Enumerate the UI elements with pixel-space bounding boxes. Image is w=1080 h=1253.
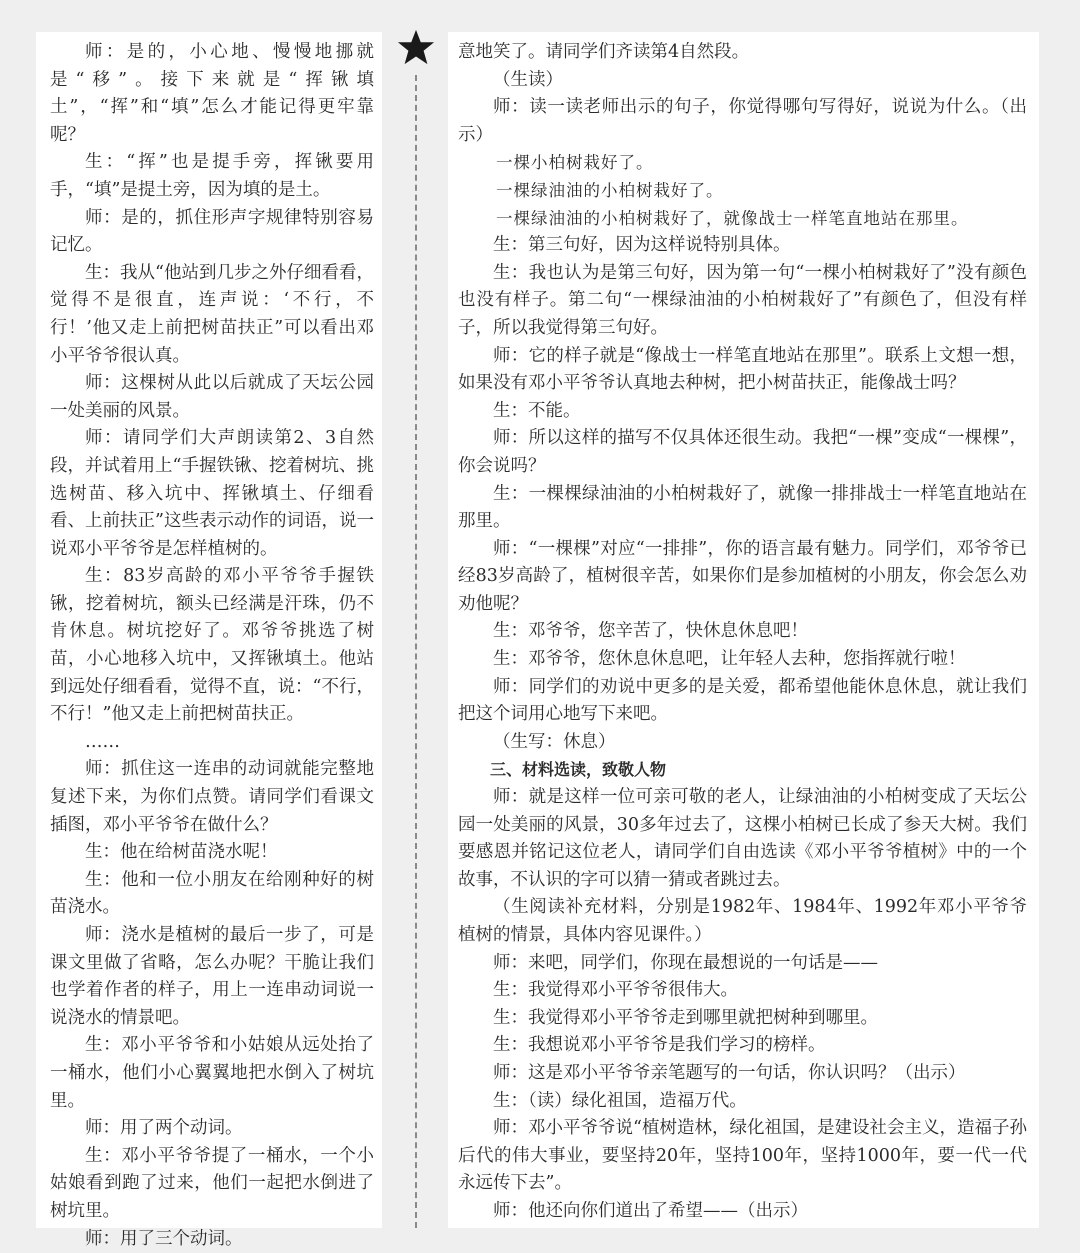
paragraph: 师：来吧，同学们，你现在最想说的一句话是——: [493, 952, 878, 973]
paragraph: 师：用了三个动词。: [85, 1228, 243, 1249]
paragraph: 师：这是邓小平爷爷亲笔题写的一句话，你认识吗？（出示）: [493, 1062, 966, 1083]
paragraph: 师：读一读老师出示的句子，你觉得哪句写得好，说说为什么。（出示）: [458, 97, 1027, 145]
paragraph: （生写：休息）: [493, 731, 616, 752]
paragraph: 师：请同学们大声朗读第2、3自然段，并试着用上“手握铁锹、挖着树坑、挑选树苗、移入坑中、挥锹填土、仔细看看、上前扶正”这些表示动作的词语，说一说邓小平爷爷是怎样植树的。: [50, 428, 374, 559]
example-sentence: 一棵绿油油的小柏树栽好了，就像战士一样笔直地站在那里。: [495, 208, 969, 228]
paragraph: 生：邓爷爷，您休息休息吧，让年轻人去种，您指挥就行啦！: [493, 649, 966, 670]
paragraph: 生：他在给树苗浇水呢！: [85, 842, 278, 863]
paragraph: 生：我觉得邓小平爷爷很伟大。: [493, 980, 738, 1001]
paragraph: 师：他还向你们道出了希望——（出示）: [493, 1200, 808, 1221]
paragraph: 师：抓住这一连串的动词就能完整地复述下来，为你们点赞。请同学们看课文插图，邓小平爷爷在做什么？: [50, 759, 374, 835]
paragraph: 生：一棵棵绿油油的小柏树栽好了，就像一排排战士一样笔直地站在那里。: [458, 483, 1027, 532]
paragraph: 生：邓小平爷爷提了一桶水，一个小姑娘看到跑了过来，他们一起把水倒进了树坑里。: [50, 1145, 374, 1221]
paragraph: 师：它的样子就是“像战士一样笔直地站在那里”。联系上文想一想，如果没有邓小平爷爷认真地去种树，把小树苗扶正，能像战士吗？: [458, 345, 1027, 394]
paragraph: 生：第三句好，因为这样说特别具体。: [493, 235, 791, 256]
example-sentence: 一棵小柏树栽好了。: [495, 153, 654, 173]
paragraph: 生：不能。: [493, 400, 581, 421]
paragraph: 生：83岁高龄的邓小平爷爷手握铁锹，挖着树坑，额头已经满是汗珠，仍不肯休息。树坑挖好了。邓爷爷挑选了树苗，小心地移入坑中，又挥锹填土。他站到远处仔细看看，觉得不直，说：“不行，不行！”他又走上前把树苗扶正。: [50, 566, 374, 725]
paragraph: 师：“一棵棵”对应“一排排”，你的语言最有魅力。同学们，邓爷爷已经83岁高龄了，植树很辛苦，如果你们是参加植树的小朋友，你会怎么劝劝他呢？: [458, 538, 1027, 614]
ellipsis: ……: [85, 731, 120, 752]
paragraph: 师：用了两个动词。: [85, 1118, 243, 1139]
paragraph: 生：“挥”也是提手旁，挥锹要用手，“填”是提土旁，因为填的是土。: [50, 152, 374, 200]
paragraph: 生：我也认为是第三句好，因为第一句“一棵小柏树栽好了”没有颜色也没有样子。第二句“一棵绿油油的小柏树栽好了”有颜色了，但没有样子，所以我觉得第三句好。: [458, 262, 1027, 338]
paragraph: 生：他和一位小朋友在给刚种好的树苗浇水。: [50, 869, 374, 918]
paragraph: 师：邓小平爷爷说“植树造林，绿化祖国，是建设社会主义，造福子孙后代的伟大事业，要坚持20年，坚持100年，坚持1000年，要一代一代永远传下去”。: [458, 1118, 1027, 1194]
example-sentence: 一棵绿油油的小柏树栽好了。: [495, 180, 724, 200]
paragraph: 生：我觉得邓小平爷爷走到哪里就把树种到哪里。: [493, 1007, 878, 1028]
right-column: [448, 32, 1039, 1228]
paragraph: 生：邓爷爷，您辛苦了，快休息休息吧！: [493, 621, 808, 642]
paragraph: 生：（读）绿化祖国，造福万代。: [493, 1090, 747, 1111]
paragraph: （生读）: [493, 69, 563, 90]
paragraph: 意地笑了。请同学们齐读第4自然段。: [458, 42, 750, 62]
paragraph: 师：浇水是植树的最后一步了，可是课文里做了省略，怎么办呢？干脆让我们也学着作者的样子，用上一连串动词说一说浇水的情景吧。: [50, 925, 374, 1028]
paragraph: 师：就是这样一位可亲可敬的老人，让绿油油的小柏树变成了天坛公园一处美丽的风景，30多年过去了，这棵小柏树已长成了参天大树。我们要感恩并铭记这位老人，请同学们自由选读《邓小平爷爷植树》中的一个故事，不认识的字可以猜一猜或者跳过去。: [458, 787, 1027, 890]
paragraph: 生：邓小平爷爷和小姑娘从远处抬了一桶水，他们小心翼翼地把水倒入了树坑里。: [50, 1035, 374, 1111]
paragraph: （生阅读补充材料，分别是1982年、1984年、1992年邓小平爷爷植树的情景，具体内容见课件。）: [458, 897, 1027, 945]
left-column: [36, 32, 382, 1249]
column-divider: [415, 75, 417, 1228]
section-heading: 三、材料选读，致敬人物: [490, 760, 667, 780]
paragraph: 师：所以这样的描写不仅具体还很生动。我把“一棵”变成“一棵棵”，你会说吗？: [458, 428, 1027, 476]
paragraph: 师：同学们的劝说中更多的是关爱，都希望他能休息休息，就让我们把这个词用心地写下来吧。: [458, 676, 1027, 725]
paragraph: 师：这棵树从此以后就成了天坛公园一处美丽的风景。: [50, 373, 374, 421]
star-icon: [397, 28, 435, 66]
paragraph: 师：是的，抓住形声字规律特别容易记忆。: [50, 207, 374, 256]
paragraph: 生：我想说邓小平爷爷是我们学习的榜样。: [493, 1035, 826, 1056]
paragraph: 生：我从“他站到几步之外仔细看看，觉得不是很直，连声说：‘不行，不行！’他又走上前把树苗扶正”可以看出邓小平爷爷很认真。: [50, 262, 374, 366]
paragraph: 师：是的，小心地、慢慢地挪就是“移”。接下来就是“挥锹填土”，“挥”和“填”怎么才能记得更牢靠呢？: [50, 42, 374, 145]
